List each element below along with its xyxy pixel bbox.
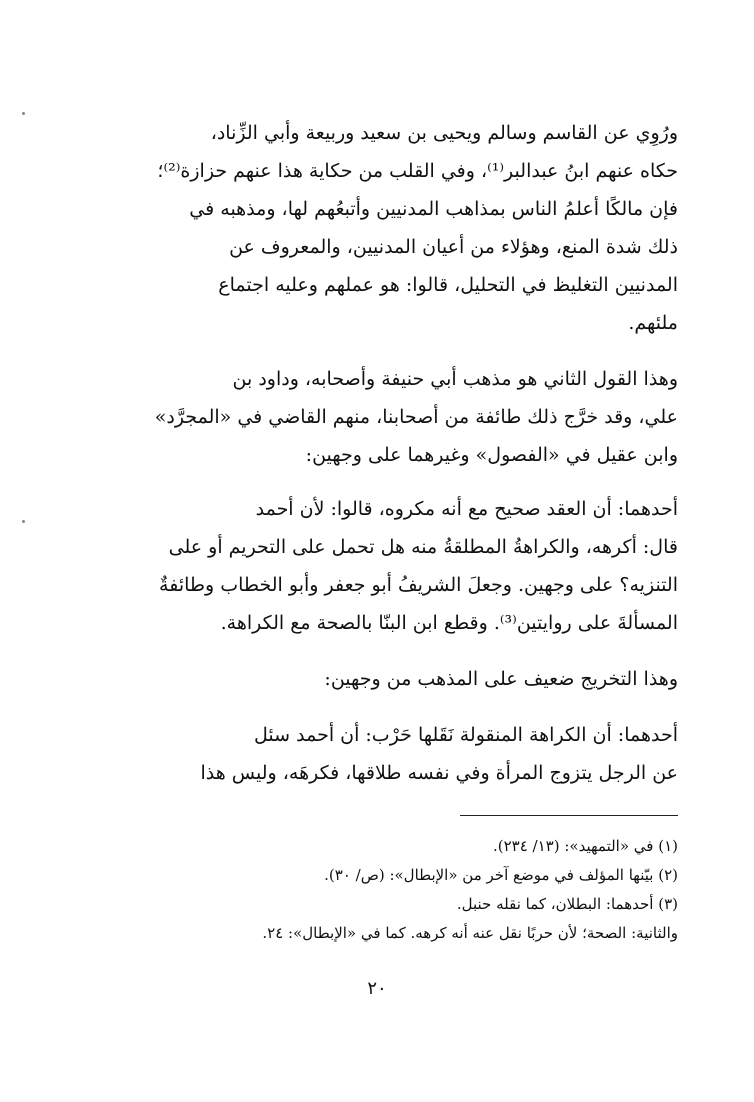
text-line: ملئهم. <box>628 312 678 334</box>
text-line: وهذا القول الثاني هو مذهب أبي حنيفة وأصحابه، وداود بن <box>232 368 678 390</box>
scan-speck <box>22 520 25 523</box>
text-line: أحدهما: أن العقد صحيح مع أنه مكروه، قالوا: لأن أحمد <box>255 498 678 520</box>
footnotes <box>90 832 678 948</box>
text-line: ذلك شدة المنع، وهؤلاء من أعيان المدنيين، والمعروف عن <box>229 236 678 258</box>
paragraph-3 <box>72 490 678 642</box>
text-line: علي، وقد خرَّج ذلك طائفة من أصحابنا، منهم القاضي في «المجرَّد» <box>154 406 678 428</box>
text-line: أحدهما: أن الكراهة المنقولة نَقَلها حَرْب: أن أحمد سئل <box>254 724 678 746</box>
footnote-3: (٣) أحدهما: البطلان، كما نقله حنبل. <box>456 895 678 913</box>
footnote-1: (١) في «التمهيد»: (١٣/ ٢٣٤). <box>492 837 678 855</box>
text-line: وابن عقيل في «الفصول» وغيرهما على وجهين: <box>305 444 678 466</box>
text-line: المدنيين التغليظ في التحليل، قالوا: هو عملهم وعليه اجتماع <box>218 274 678 296</box>
footnote-separator <box>460 815 678 816</box>
text-line: وهذا التخريج ضعيف على المذهب من وجهين: <box>324 668 678 690</box>
text-line: عن الرجل يتزوج المرأة وفي نفسه طلاقها، فكرهَه، وليس هذا <box>200 762 678 784</box>
text-line: قال: أكرهه، والكراهةُ المطلقةُ منه هل تحمل على التحريم أو على <box>168 536 678 558</box>
paragraph-5 <box>72 716 678 792</box>
footnote-2: (٢) بيّنها المؤلف في موضع آخر من «الإبطال»: (ص/ ٣٠). <box>324 866 678 884</box>
text-line: حكاه عنهم ابنُ عبدالبر⁽¹⁾، وفي القلب من حكاية هذا عنهم حزازة⁽²⁾؛ <box>157 160 678 182</box>
text-line: التنزيه؟ على وجهين. وجعلَ الشريفُ أبو جعفر وأبو الخطاب وطائفةٌ <box>159 574 678 596</box>
page-number: ٢٠ <box>367 978 387 999</box>
paragraph-2 <box>72 360 678 474</box>
text-line: فإن مالكًا أعلمُ الناس بمذاهب المدنيين وأتبعُهم لها، ومذهبه في <box>189 198 678 220</box>
paragraph-4 <box>72 660 678 698</box>
paragraph-1 <box>72 114 678 342</box>
text-line: المسألةَ على روايتين⁽³⁾. وقطع ابن البنّا بالصحة مع الكراهة. <box>220 612 678 634</box>
footnote-3-continued: والثانية: الصحة؛ لأن حربًا نقل عنه أنه كرهه. كما في «الإبطال»: ٢٤. <box>262 924 678 942</box>
scan-speck <box>22 112 25 115</box>
text-line: ورُوِي عن القاسم وسالم ويحيى بن سعيد وربيعة وأبي الزِّناد، <box>210 122 678 144</box>
